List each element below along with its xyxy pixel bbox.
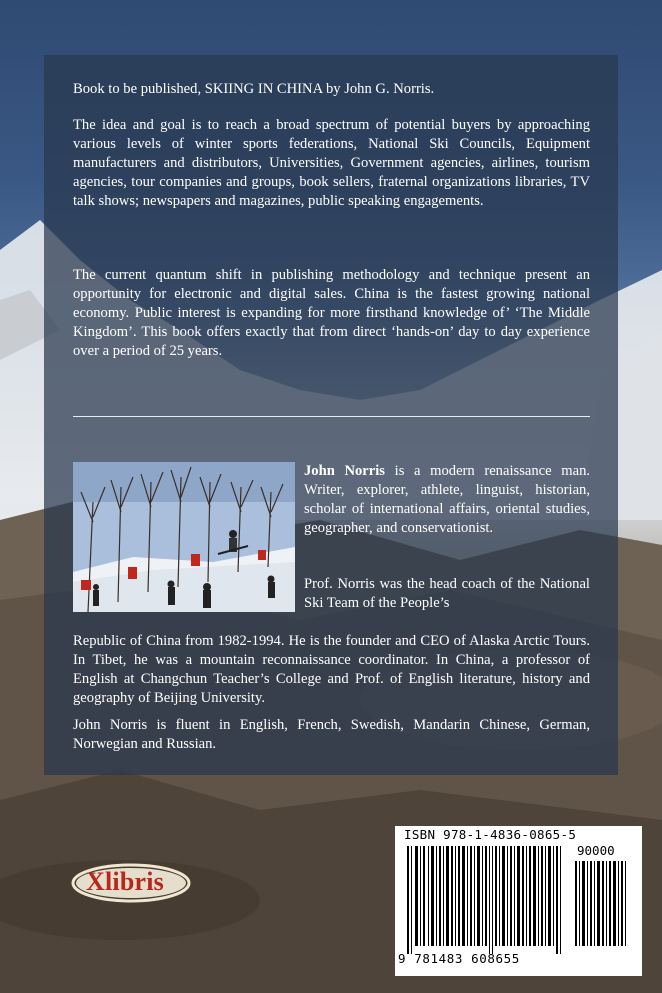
price-code: 90000 <box>577 843 615 858</box>
ski-race-photo <box>73 462 295 612</box>
publisher-logo-text: Xlibris <box>86 867 164 896</box>
market-opportunity-paragraph: The current quantum shift in publishing methodology and technique present an opportunity for electronic and digital sales. China is the fastest growing national economy. Public interest is expanding for more firsthand knowledge of’ ‘The Middle Kingdom’. This book offers exactly that from direct ‘hands-on’ day to day experience over a period of 25 years. <box>73 267 590 359</box>
bio-career-paragraph-start: Prof. Norris was the head coach of the National Ski Team of the People’s <box>304 576 590 611</box>
ski-slope-illustration <box>73 462 295 612</box>
bio-languages-paragraph: John Norris is fluent in English, French, Swedish, Mandarin Chinese, German, Norwegian and Russian. <box>73 717 590 752</box>
author-name: John Norris <box>304 463 385 479</box>
isbn-number: ISBN 978-1-4836-0865-5 <box>404 827 577 842</box>
bio-intro-text: is a modern renaissance man. Writer, explorer, athlete, linguist, historian, scholar of international affairs, oriental studies, geographer, and conservationist. <box>304 463 591 536</box>
book-title-line: Book to be published, SKIING IN CHINA by John G. Norris. <box>73 81 435 97</box>
bio-intro-paragraph <box>304 462 590 538</box>
bio-career-paragraph: Republic of China from 1982-1994. He is the founder and CEO of Alaska Arctic Tours. In Tibet, he was a mountain reconnaissance coordinator. In China, a professor of English at Changchun Teacher’s College and Prof. of English literature, history and geography of Beijing University. <box>73 633 590 706</box>
marketing-goal-paragraph: The idea and goal is to reach a broad spectrum of potential buyers by approaching various levels of winter sports federations, National Ski Councils, Equipment manufacturers and distributors, Universities, Government agencies, airlines, tourism agencies, tour companies and groups, book sellers, fraternal organizations libraries, TV talk shows; newspapers and magazines, public speaking engagements. <box>73 117 590 209</box>
section-divider <box>73 416 590 417</box>
ean-number: 9 781483 608655 <box>398 951 520 966</box>
